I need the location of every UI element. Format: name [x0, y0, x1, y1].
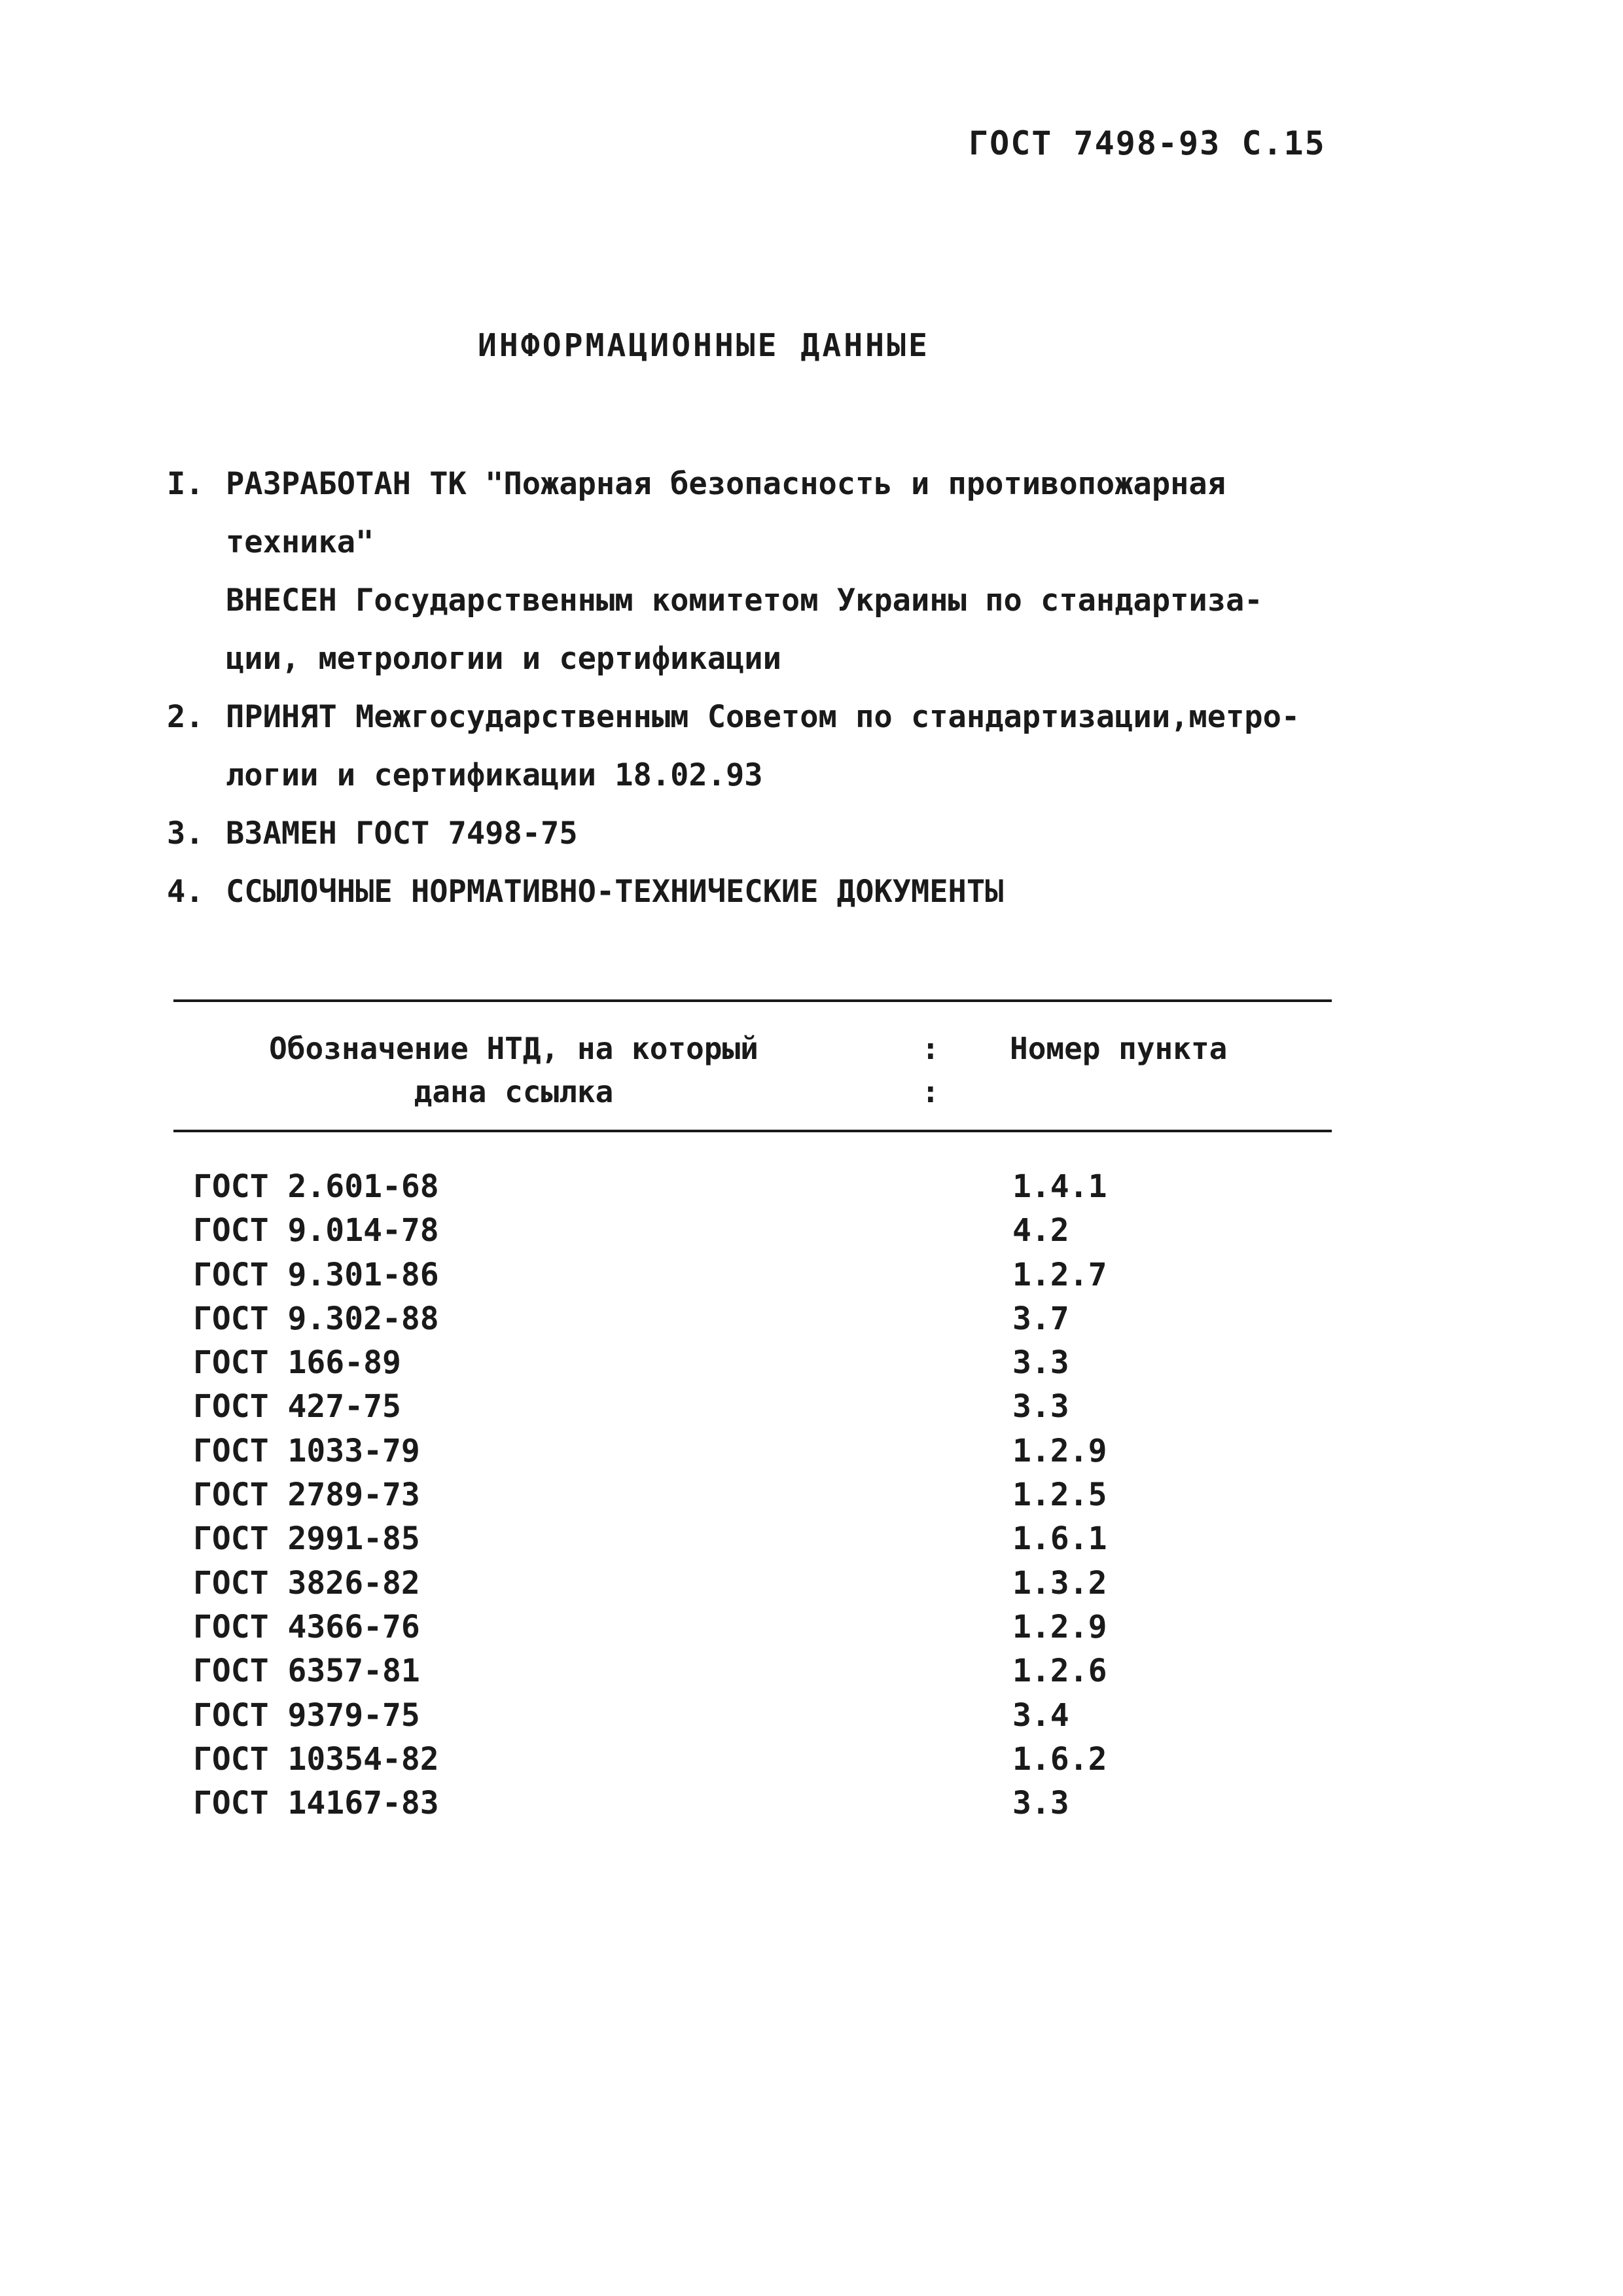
- doc-designation: ГОСТ 2789-73: [193, 1477, 420, 1514]
- clause-number: 1.2.9: [1012, 1608, 1107, 1645]
- item-text: ции, метрологии и сертификации: [226, 641, 781, 677]
- table-row: [173, 1517, 1332, 1561]
- doc-designation: ГОСТ 3826-82: [193, 1564, 420, 1602]
- table-row: [173, 1738, 1332, 1782]
- table-row: [173, 1649, 1332, 1693]
- header-separator-2: :: [921, 1074, 940, 1109]
- table-row: [173, 1429, 1332, 1473]
- doc-designation: ГОСТ 427-75: [193, 1388, 401, 1426]
- doc-designation: ГОСТ 9.302-88: [193, 1300, 439, 1337]
- clause-number: 1.2.5: [1012, 1477, 1107, 1514]
- doc-designation: ГОСТ 9379-75: [193, 1696, 420, 1734]
- item-number: 4.: [167, 874, 204, 910]
- item-number: 2.: [167, 699, 204, 735]
- header-separator-1: :: [921, 1031, 940, 1066]
- doc-designation: ГОСТ 9.301-86: [193, 1256, 439, 1293]
- table-row: [173, 1562, 1332, 1605]
- table-row: [173, 1782, 1332, 1825]
- header-separator: [921, 1027, 940, 1113]
- doc-designation: ГОСТ 6357-81: [193, 1653, 420, 1690]
- item-4-line: [167, 863, 1476, 921]
- clause-number: 1.2.9: [1012, 1432, 1107, 1469]
- doc-designation: ГОСТ 14167-83: [193, 1785, 439, 1822]
- header-designation-line-1: Обозначение НТД, на который: [269, 1031, 758, 1066]
- table-header: [173, 1002, 1332, 1130]
- item-number: I.: [167, 466, 204, 502]
- item-1-submitted: [167, 571, 1476, 630]
- header-designation-line-2: дана ссылка: [414, 1074, 614, 1109]
- clause-number: 1.2.7: [1012, 1256, 1107, 1293]
- item-number: 3.: [167, 816, 204, 852]
- item-text: ССЫЛОЧНЫЕ НОРМАТИВНО-ТЕХНИЧЕСКИЕ ДОКУМЕНТЫ: [226, 874, 1004, 910]
- clause-number: 3.3: [1012, 1388, 1069, 1426]
- info-items: [167, 455, 1476, 921]
- item-text: логии и сертификации 18.02.93: [226, 757, 763, 793]
- table-row: [173, 1694, 1332, 1738]
- table-body: [173, 1132, 1332, 1825]
- header-clause: Номер пункта: [1010, 1031, 1228, 1066]
- doc-designation: ГОСТ 1033-79: [193, 1432, 420, 1469]
- clause-number: 3.3: [1012, 1344, 1069, 1382]
- item-text: РАЗРАБОТАН ТК "Пожарная безопасность и противопожарная: [226, 466, 1226, 502]
- doc-designation: ГОСТ 166-89: [193, 1344, 401, 1382]
- table-row: [173, 1297, 1332, 1341]
- table-row: [173, 1605, 1332, 1649]
- references-table: [173, 999, 1332, 1825]
- item-text: ПРИНЯТ Межгосударственным Советом по стандартизации,метро-: [226, 699, 1300, 735]
- item-3-line: [167, 804, 1476, 863]
- doc-designation: ГОСТ 10354-82: [193, 1740, 439, 1778]
- header-designation: [173, 1027, 854, 1113]
- doc-designation: ГОСТ 9.014-78: [193, 1212, 439, 1249]
- clause-number: 3.4: [1012, 1696, 1069, 1734]
- doc-designation: ГОСТ 2.601-68: [193, 1168, 439, 1205]
- table-row: [173, 1165, 1332, 1209]
- clause-number: 1.2.6: [1012, 1653, 1107, 1690]
- clause-number: 1.4.1: [1012, 1168, 1107, 1205]
- item-1-submitted-continuation: [167, 630, 1476, 688]
- doc-designation: ГОСТ 4366-76: [193, 1608, 420, 1645]
- item-2-line: [167, 688, 1476, 746]
- table-row: [173, 1473, 1332, 1517]
- table-row: [173, 1209, 1332, 1253]
- item-text: ВНЕСЕН Государственным комитетом Украины по стандартиза-: [226, 583, 1263, 619]
- item-text: техника": [226, 524, 374, 560]
- table-row: [173, 1341, 1332, 1385]
- item-text: ВЗАМЕН ГОСТ 7498-75: [226, 816, 578, 852]
- clause-number: 1.6.2: [1012, 1740, 1107, 1778]
- item-1-continuation: [167, 513, 1476, 571]
- page-header: ГОСТ 7498-93 С.15: [969, 124, 1326, 162]
- table-row: [173, 1385, 1332, 1429]
- clause-number: 1.6.1: [1012, 1520, 1107, 1558]
- item-1-line: [167, 455, 1476, 513]
- clause-number: 4.2: [1012, 1212, 1069, 1249]
- table-row: [173, 1253, 1332, 1297]
- clause-number: 3.7: [1012, 1300, 1069, 1337]
- item-2-continuation: [167, 746, 1476, 804]
- clause-number: 3.3: [1012, 1785, 1069, 1822]
- clause-number: 1.3.2: [1012, 1564, 1107, 1602]
- doc-designation: ГОСТ 2991-85: [193, 1520, 420, 1558]
- page-title: ИНФОРМАЦИОННЫЕ ДАННЫЕ: [478, 327, 930, 364]
